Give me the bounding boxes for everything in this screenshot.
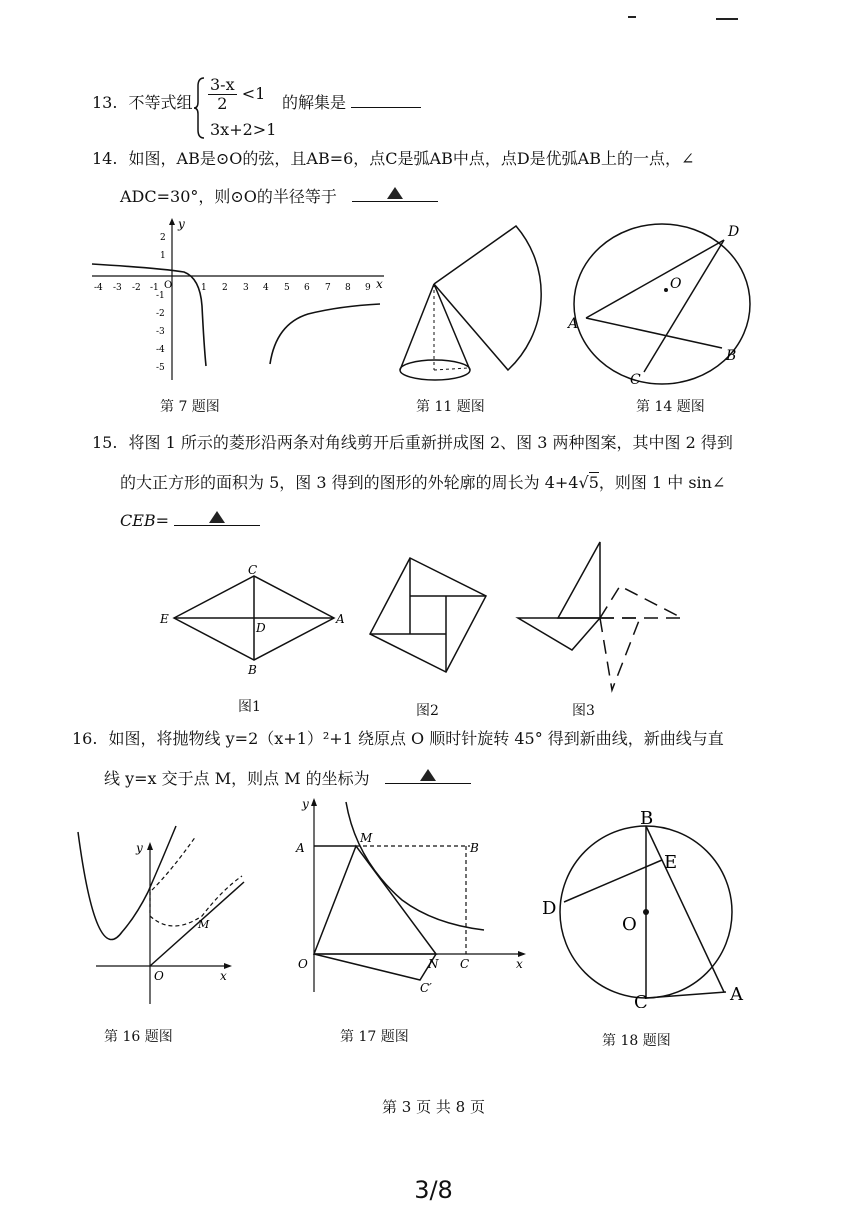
figure-7-caption: 第 7 题图 [160,399,220,415]
figure-2-caption: 图2 [416,703,439,719]
figure-3-caption: 图3 [572,703,595,719]
sqrt-radicand: 5 [588,473,599,492]
x-tick: 1 [201,283,207,293]
y-axis-label: y [178,217,185,231]
point-label-C: C [248,563,258,577]
figure-11 [388,220,548,390]
x-tick: 6 [304,283,310,293]
system-brace [194,76,206,140]
question-number: 14. [92,149,118,168]
curve-left [92,264,206,366]
answer-blank [352,187,438,202]
question-15 [92,432,733,454]
figure-7 [88,216,388,386]
question-14-line2 [120,186,438,208]
point-label-B: B [470,841,479,855]
inequality-2 [210,120,276,139]
y-tick: 1 [160,251,166,261]
parabola [78,826,176,940]
x-axis-label: x [376,277,383,291]
figure-18 [536,808,756,1008]
x-axis-label: x [220,969,227,983]
question-number: 16. [72,729,98,748]
point-label-D: D [542,898,557,919]
x-tick: 5 [284,283,290,293]
y-axis-label: y [136,841,143,855]
y-tick: -5 [156,363,165,373]
question-text: 如图，将抛物线 y=2（x+1）²+1 绕原点 O 顺时针旋转 45° 得到新曲线，新曲线与直 [108,729,724,748]
y-tick: -3 [156,327,165,337]
question-text: ，则图 1 中 sin∠ [598,473,726,492]
question-15-line3 [120,510,260,532]
point-label-B: B [248,663,257,677]
question-number: 15. [92,433,118,452]
question-number: 13. [92,93,118,112]
x-tick: 4 [263,283,269,293]
y-tick: 2 [160,233,166,243]
corner-mark [716,18,738,20]
question-text: 如图，AB是⊙O的弦，且AB=6，点C是弧AB中点，点D是优弧AB上的一点，∠ [128,149,695,168]
figure-2-square [362,552,492,682]
y-tick: -2 [156,309,165,319]
page-footer: 第 3 页 共 8 页 [382,1098,485,1116]
point-label-B: B [640,808,654,829]
point-label-O: O [622,914,637,935]
page-counter: 3/8 [414,1176,453,1204]
figure-11-caption: 第 11 题图 [416,399,485,415]
x-tick: 7 [325,283,331,293]
x-tick: 3 [243,283,249,293]
point-label-A: A [730,984,743,1005]
figure-1-caption: 图1 [238,699,261,715]
point-label-E: E [160,612,169,626]
question-16 [72,728,724,750]
point-label-C-prime: C′ [420,981,432,995]
inequality-relation: <1 [241,84,266,103]
figure-3-pattern [512,540,692,700]
answer-triangle-icon [420,769,436,781]
question-text: 的大正方形的面积为 5，图 3 得到的图形的外轮廓的周长为 4+4 [120,473,579,492]
point-label-C: C [634,992,648,1008]
question-text: 线 y=x 交于点 M，则点 M 的坐标为 [104,769,370,788]
point-label-N: N [428,957,439,971]
figure-16 [72,820,262,1010]
fraction-numerator: 3-x [210,75,235,94]
figure-17-caption: 第 17 题图 [340,1029,409,1045]
answer-blank [174,511,260,526]
question-16-line2 [104,768,471,790]
y-tick: -4 [156,345,165,355]
question-text: 不等式组 [128,93,193,112]
inequality-1 [208,76,265,113]
question-text: CEB= [120,511,170,530]
x-tick: 8 [345,283,351,293]
answer-blank [351,93,421,108]
x-tick: -3 [113,283,122,293]
y-tick-labels [156,233,166,373]
x-tick: -4 [94,283,103,293]
figure-14-caption: 第 14 题图 [636,399,705,415]
point-label-M: M [360,831,373,845]
point-label-B: B [726,348,737,364]
point-label-C: C [630,372,641,388]
x-tick: -1 [150,283,159,293]
x-tick: 2 [222,283,228,293]
curve-right [270,304,380,364]
y-tick: -1 [156,291,165,301]
figure-17 [278,796,528,996]
question-15-line2 [120,472,725,494]
hyperbola [346,802,484,930]
y-axis-label: y [302,797,309,811]
question-13-tail [282,92,421,114]
answer-blank [385,769,471,784]
x-tick: -2 [132,283,141,293]
corner-mark [628,16,636,18]
origin-label: O [164,280,173,291]
point-label-C: C [460,957,470,971]
point-label-A: A [336,612,345,626]
x-axis-label: x [516,957,523,971]
point-label-A: A [568,316,579,332]
answer-triangle-icon [209,511,225,523]
figure-14 [566,212,766,392]
question-text: ADC=30°，则⊙O的半径等于 [120,187,337,206]
point-label-A: A [296,841,305,855]
fraction-denominator: 2 [217,94,228,113]
sqrt-sign: √ [578,473,589,492]
inequality-text: 3x+2>1 [210,120,277,139]
figure-1-rhombus [158,562,348,677]
question-13 [92,92,193,114]
question-text: 的解集是 [282,93,347,112]
point-label-D: D [728,224,740,240]
point-label-D: D [256,621,266,635]
figure-18-caption: 第 18 题图 [602,1033,671,1049]
origin-label: O [154,969,164,983]
x-tick-labels [94,283,371,293]
point-label-O: O [670,276,682,292]
answer-triangle-icon [387,187,403,199]
point-label-O: O [298,957,308,971]
x-tick: 9 [365,283,371,293]
point-label-M: M [198,918,210,931]
point-label-E: E [664,852,678,873]
question-text: 将图 1 所示的菱形沿两条对角线剪开后重新拼成图 2、图 3 两种图案，其中图 2 得到 [128,433,733,452]
question-14 [92,148,694,170]
figure-16-caption: 第 16 题图 [104,1029,173,1045]
